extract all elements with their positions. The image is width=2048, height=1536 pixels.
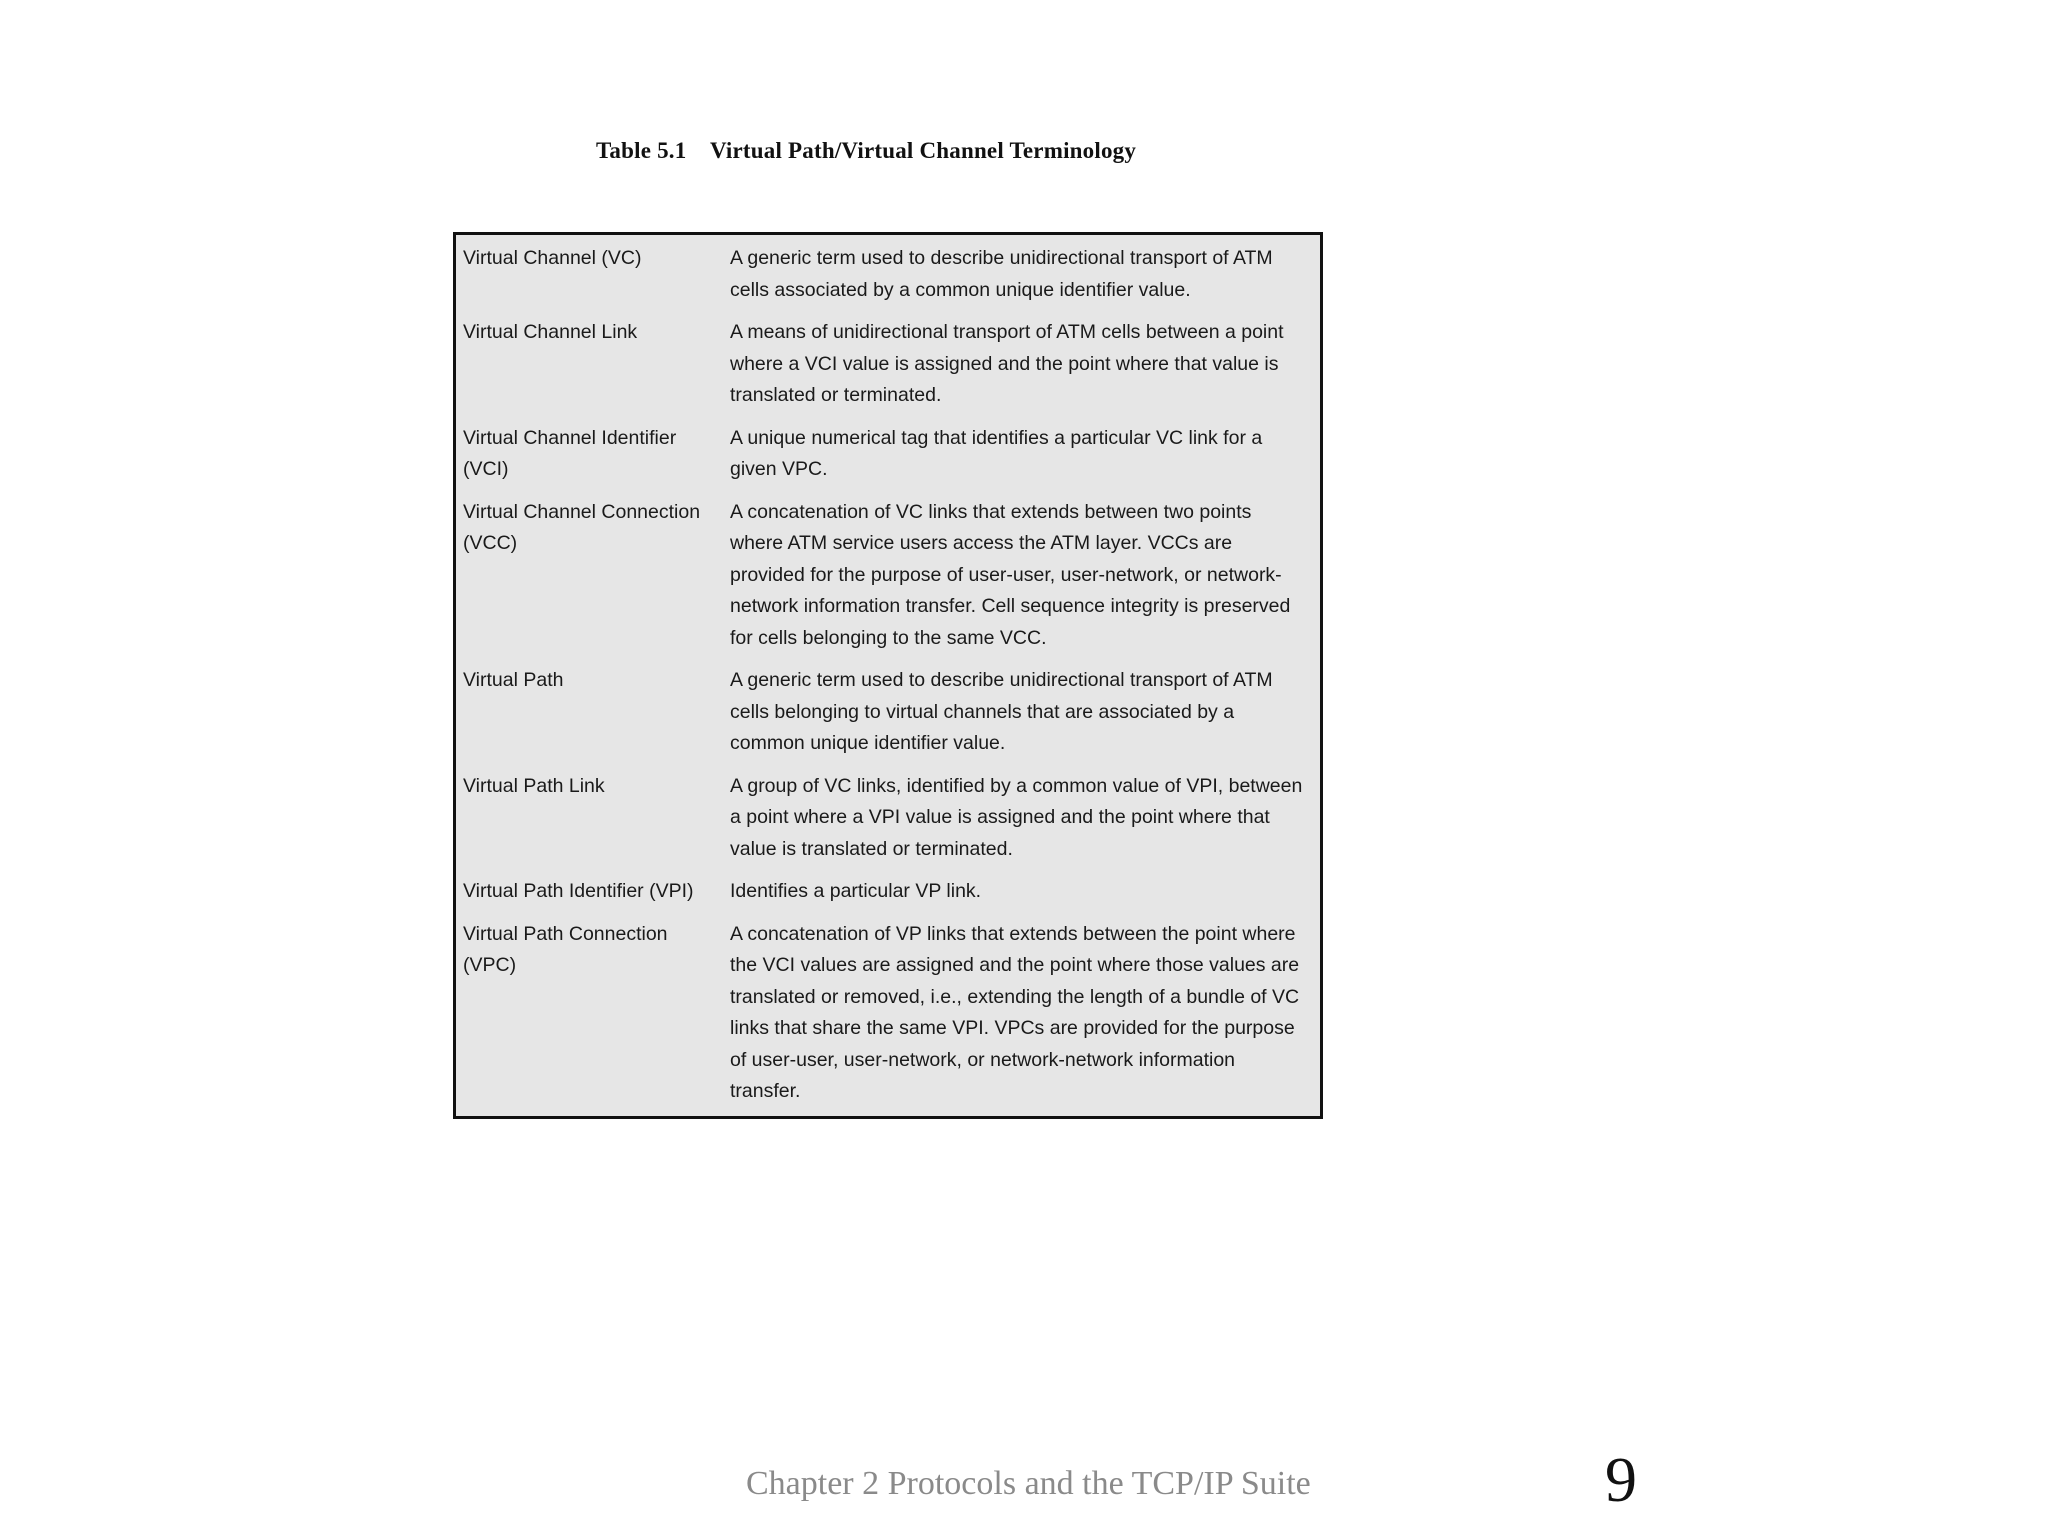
terminology-table (453, 232, 1323, 1119)
term-cell: Virtual Channel Identifier (VCI) (463, 426, 677, 480)
page-number: 9 (1605, 1444, 1637, 1515)
term-cell: Virtual Path (463, 669, 564, 691)
table-row (456, 423, 1320, 486)
table-caption-number: Table 5.1 (596, 138, 687, 163)
definition-cell: A generic term used to describe unidirectional transport of ATM cells associated by a common unique identifier value. (730, 247, 1273, 301)
table-row (456, 665, 1320, 760)
term-cell: Virtual Path Link (463, 774, 605, 797)
definition-cell: A concatenation of VP links that extends between the point where the VCI values are assigned and the point where those values are translated or removed, i.e., extending the length of a bundle of VC links that share the same VPI. VPCs are provided for the purpose of user-user, user-network, or network-network information transfer. (730, 922, 1300, 1102)
table-caption-title: Virtual Path/Virtual Channel Terminology (709, 138, 1137, 163)
term-cell: Virtual Channel Link (463, 321, 638, 343)
definition-cell: A generic term used to describe unidirectional transport of ATM cells belonging to virtual channels that are associated by a common unique identifier value. (730, 669, 1273, 754)
table-caption (596, 138, 1356, 164)
table-row (456, 771, 1320, 866)
definition-cell: A means of unidirectional transport of ATM cells between a point where a VCI value is assigned and the point where that value is translated or terminated. (730, 321, 1284, 406)
table-row (456, 919, 1320, 1108)
definition-cell: Identifies a particular VP link. (730, 880, 982, 902)
table-row (456, 497, 1320, 655)
definition-cell: A unique numerical tag that identifies a particular VC link for a given VPC. (730, 426, 1263, 480)
term-cell: Virtual Channel (VC) (463, 247, 642, 269)
chapter-footer: Chapter 2 Protocols and the TCP/IP Suite (746, 1465, 1311, 1502)
definition-cell: A concatenation of VC links that extends between two points where ATM service users access the ATM layer. VCCs are provided for the purpose of user-user, user-network, or network-network information transfer. Cell sequence integrity is preserved for cells belonging to the same VCC. (730, 500, 1291, 649)
term-cell: Virtual Channel Connection (VCC) (463, 500, 701, 554)
term-cell: Virtual Path Connection (VPC) (463, 922, 668, 976)
table-row (456, 243, 1320, 306)
definition-cell: A group of VC links, identified by a common value of VPI, between a point where a VPI value is assigned and the point where that value is translated or terminated. (730, 774, 1303, 860)
table-row (456, 317, 1320, 412)
table-row (456, 876, 1320, 908)
term-cell: Virtual Path Identifier (VPI) (463, 880, 694, 902)
